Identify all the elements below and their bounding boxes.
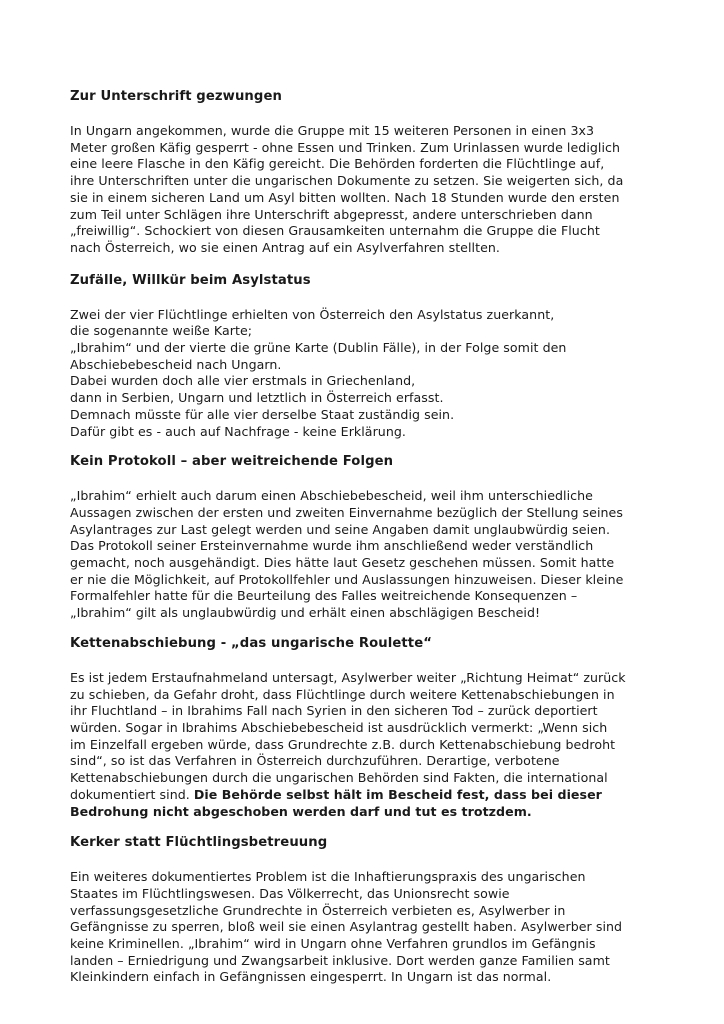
section-heading: Kein Protokoll – aber weitreichende Folgen [70,454,394,470]
text-line: Kleinkindern einfach in Gefängnissen eingesperrt. In Ungarn ist das normal. [70,969,552,985]
text-line: Abschiebebescheid nach Ungarn. [70,356,282,372]
text-line: In Ungarn angekommen, wurde die Gruppe mit 15 weiteren Personen in einen 3x3 [70,123,595,138]
text-line: gemacht, noch ausgehändigt. Dies hätte laut Gesetz geschehen müssen. Somit hatte [70,555,615,571]
section-no-protocol [70,453,684,622]
section-chain-deportation [70,635,684,820]
section-paragraph [70,869,684,986]
text-line: keine Kriminellen. „Ibrahim“ wird in Ungarn ohne Verfahren grundlos im Gefängnis [70,936,596,952]
section-detention [70,834,684,986]
text-line: Dafür gibt es - auch auf Nachfrage - keine Erklärung. [70,423,406,439]
text-line: sie in einem sicheren Land um Asyl bitten wollten. Nach 18 Stunden wurde den ersten [70,189,620,205]
section-asylum-status [70,272,684,441]
text-line: dann in Serbien, Ungarn und letztlich in Österreich erfasst. [70,390,444,406]
section-heading: Kerker statt Flüchtlingsbetreuung [70,835,328,851]
section-paragraph [70,488,684,622]
text-line: Kettenabschiebungen durch die ungarischen Behörden sind Fakten, die international [70,770,608,786]
text-line: zum Teil unter Schlägen ihre Unterschrift abgepresst, andere unterschrieben dann [70,206,593,222]
section-heading: Kettenabschiebung - „das ungarische Roulette“ [70,635,433,651]
text-line: eine leere Flasche in den Käfig gereicht. Die Behörden forderten die Flüchtlinge auf, [70,156,605,172]
emphasis-line: Bedrohung nicht abgeschoben werden darf und tut es trotzdem. [70,803,532,819]
text-line: würden. Sogar in Ibrahims Abschiebebescheid ist ausdrücklich vermerkt: „Wenn sich [70,719,608,735]
section-heading: Zur Unterschrift gezwungen [70,89,282,104]
text-line: Gefängnisse zu sperren, bloß weil sie einen Asylantrag gestellt haben. Asylwerber sind [70,919,623,935]
text-line: ihr Fluchtland – in Ibrahims Fall nach Syrien in den sicheren Tod – zurück deportiert [70,703,598,719]
text-line: zu schieben, da Gefahr droht, dass Flüchtlinge durch weitere Kettenabschiebungen in [70,686,615,702]
emphasis-text: Die Behörde selbst hält im Bescheid fest, dass bei dieser [193,786,602,802]
text-line: Aussagen zwischen der ersten und zweiten Einvernahme bezüglich der Stellung seines [70,504,623,520]
text-line: Meter großen Käfig gesperrt - ohne Essen und Trinken. Zum Urinlassen wurde lediglich [70,139,621,155]
text-line: Staates im Flüchtlingswesen. Das Völkerrecht, das Unionsrecht sowie [70,885,510,901]
text-line: „freiwillig“. Schockiert von diesen Grausamkeiten unternahm die Gruppe die Flucht [70,223,600,239]
text-line: Es ist jedem Erstaufnahmeland untersagt, Asylwerber weiter „Richtung Heimat“ zurück [70,669,626,685]
section-paragraph [70,307,684,441]
text-line: Zwei der vier Flüchtlinge erhielten von Österreich den Asylstatus zuerkannt, [70,306,555,322]
text-line-mixed [70,787,684,804]
text-line: verfassungsgesetzliche Grundrechte in Österreich verbieten es, Asylwerber in [70,902,566,918]
text-line: Asylantrages zur Last gelegt werden und seine Angaben damit unglaubwürdig seien. [70,521,611,537]
text-line: sind“, so ist das Verfahren in Österreich durchzuführen. Derartige, verbotene [70,753,560,769]
text-line: Formalfehler hatte für die Beurteilung des Falles weitreichende Konsequenzen – [70,588,578,604]
text-line: Ein weiteres dokumentiertes Problem ist die Inhaftierungspraxis des ungarischen [70,869,586,885]
text-line: „Ibrahim“ gilt als unglaubwürdig und erhält einen abschlägigen Bescheid! [70,605,541,621]
text-line: er nie die Möglichkeit, auf Protokollfehler und Auslassungen hinzuweisen. Dieser kleine [70,571,624,587]
text-segment: dokumentiert sind. [70,786,194,802]
text-line: Das Protokoll seiner Ersteinvernahme wurde ihm anschließend weder verständlich [70,538,594,554]
section-forced-signature [70,88,684,257]
section-paragraph [70,123,684,257]
section-paragraph [70,670,684,820]
text-line: „Ibrahim“ erhielt auch darum einen Abschiebebescheid, weil ihm unterschiedliche [70,488,593,504]
text-line: ihre Unterschriften unter die ungarischen Dokumente zu setzen. Sie weigerten sich, da [70,173,624,189]
text-line: „Ibrahim“ und der vierte die grüne Karte (Dublin Fälle), in der Folge somit den [70,340,567,356]
text-line: Demnach müsste für alle vier derselbe Staat zuständig sein. [70,406,455,422]
section-heading: Zufälle, Willkür beim Asylstatus [70,272,311,288]
text-line: landen – Erniedrigung und Zwangsarbeit inklusive. Dort werden ganze Familien samt [70,952,610,968]
text-line: nach Österreich, wo sie einen Antrag auf ein Asylverfahren stellten. [70,239,500,255]
text-line: die sogenannte weiße Karte; [70,323,253,339]
text-line: im Einzelfall ergeben würde, dass Grundrechte z.B. durch Kettenabschiebung bedroht [70,736,616,752]
text-line: Dabei wurden doch alle vier erstmals in Griechenland, [70,373,416,389]
